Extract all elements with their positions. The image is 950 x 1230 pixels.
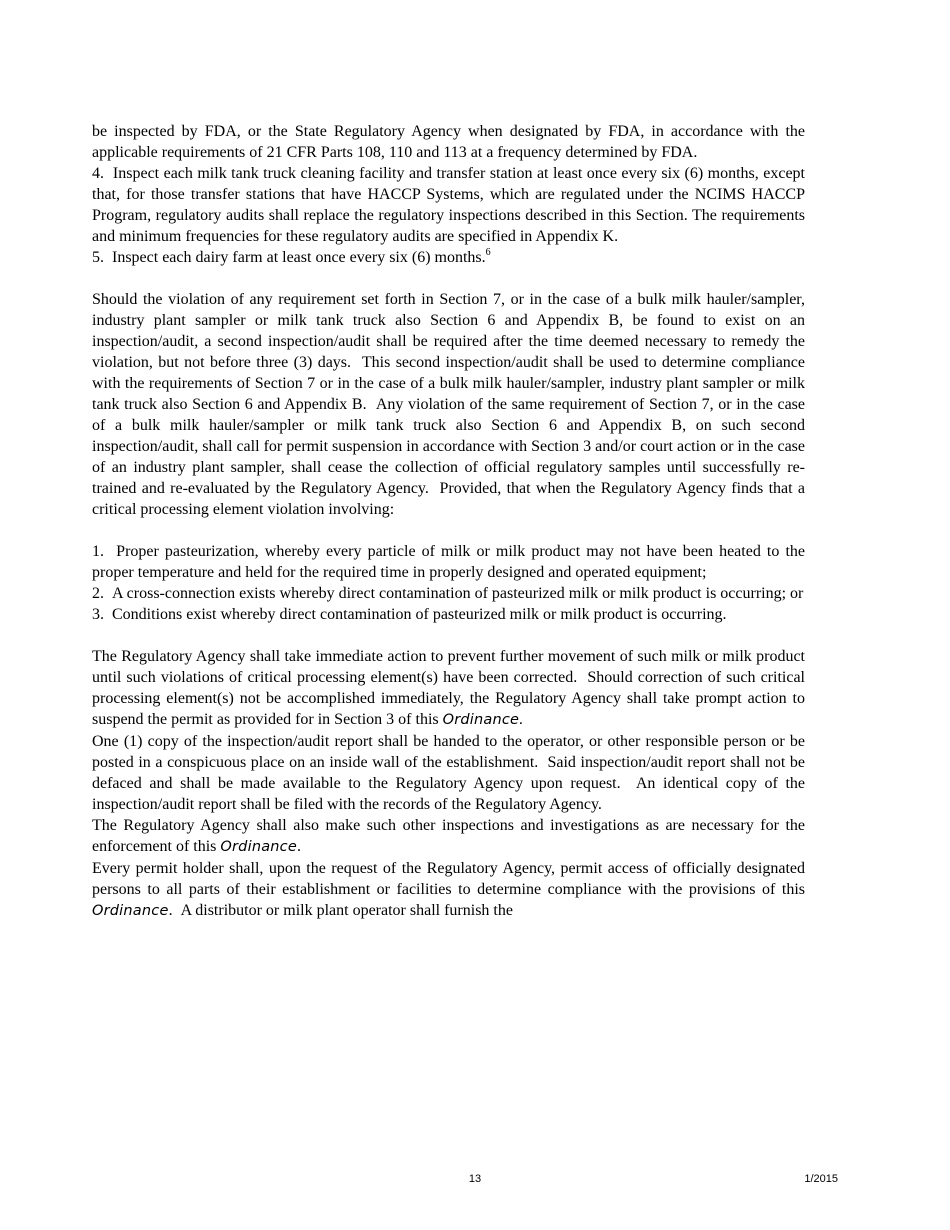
paragraph-violation-reinspection: Should the violation of any requirement set forth in Section 7, or in the case of a bulk milk hauler/sampler, industry plant sampler or milk tank truck also Section 6 and Appendix B, be found to exist on an inspection/audit, a second inspection/audit shall be required after the time deemed necessary to remedy the violation, but not before three (3) days. This second inspection/audit shall be used to determine compliance with the requirements of Section 7 or in the case of a bulk milk hauler/sampler, industry plant sampler or milk tank truck also Section 6 and Appendix B. Any violation of the same requirement of Section 7, or in the case of a bulk milk hauler/sampler or milk tank truck also Section 6 and Appendix B, on such second inspection/audit, shall call for permit suspension in accordance with Section 3 and/or court action or in the case of an industry plant sampler, shall cease the collection of official regulatory samples until successfully re-trained and re-evaluated by the Regulatory Agency. Provided, that when the Regulatory Agency finds that a critical processing element violation involving: bbox=[92, 291, 805, 518]
list-item-5-dairy-farm-inspection bbox=[92, 247, 805, 268]
footnote-marker: 6 bbox=[485, 247, 491, 258]
spacer bbox=[92, 268, 805, 289]
paragraph-report-copy: One (1) copy of the inspection/audit report shall be handed to the operator, or other responsible person or be posted in a conspicuous place on an inside wall of the establishment. Said inspection/audit report shall not be defaced and shall be made available to the Regulatory Agency upon request. An identical copy of the inspection/audit report shall be filed with the records of the Regulatory Agency. bbox=[92, 733, 805, 813]
list-item-1-pasteurization: 1. Proper pasteurization, whereby every particle of milk or milk product may not have been heated to the proper temperature and held for the required time in properly designed and operated equipment; bbox=[92, 543, 805, 581]
spacer bbox=[92, 625, 805, 646]
list-item-2-cross-connection: 2. A cross-connection exists whereby direct contamination of pasteurized milk or milk product is occurring; or bbox=[92, 585, 804, 602]
paragraph-other-inspections-text: The Regulatory Agency shall also make such other inspections and investigations as are necessary for the enforcement of this bbox=[92, 817, 805, 855]
sentence-end: . bbox=[296, 838, 301, 855]
revision-date: 1/2015 bbox=[804, 1173, 838, 1185]
list-item-3-contamination: 3. Conditions exist whereby direct contamination of pasteurized milk or milk product is occurring. bbox=[92, 606, 727, 623]
paragraph-permit-access bbox=[92, 858, 805, 922]
body-text bbox=[92, 121, 805, 922]
list-item-5-text: 5. Inspect each dairy farm at least once every six (6) months. bbox=[92, 249, 486, 266]
ordinance-term: Ordinance bbox=[220, 839, 297, 855]
paragraph-fda-inspection: be inspected by FDA, or the State Regulatory Agency when designated by FDA, in accordance with the applicable requirements of 21 CFR Parts 108, 110 and 113 at a frequency determined by FDA. bbox=[92, 123, 805, 161]
list-item-4-tank-truck-inspection: 4. Inspect each milk tank truck cleaning facility and transfer station at least once every six (6) months, except that, for those transfer stations that have HACCP Systems, which are regulated under the NCIMS HACCP Program, regulatory audits shall replace the regulatory inspections described in this Section. The requirements and minimum frequencies for these regulatory audits are specified in Appendix K. bbox=[92, 165, 805, 245]
paragraph-other-inspections bbox=[92, 815, 805, 858]
spacer bbox=[92, 520, 805, 541]
paragraph-immediate-action-text: The Regulatory Agency shall take immediate action to prevent further movement of such milk or milk product until such violations of critical processing element(s) have been corrected. Should correction of such critical processing element(s) not be accomplished immediately, the Regulatory Agency shall take prompt action to suspend the permit as provided for in Section 3 of this bbox=[92, 648, 805, 728]
ordinance-term: Ordinance. bbox=[442, 712, 524, 728]
paragraph-permit-access-text: Every permit holder shall, upon the request of the Regulatory Agency, permit access of officially designated persons to all parts of their establishment or facilities to determine compliance with the provisions of this bbox=[92, 860, 805, 898]
page-number: 13 bbox=[468, 1173, 482, 1185]
paragraph-immediate-action bbox=[92, 646, 805, 731]
ordinance-term: Ordinance bbox=[92, 903, 169, 919]
paragraph-permit-access-end: . A distributor or milk plant operator shall furnish the bbox=[168, 902, 513, 919]
